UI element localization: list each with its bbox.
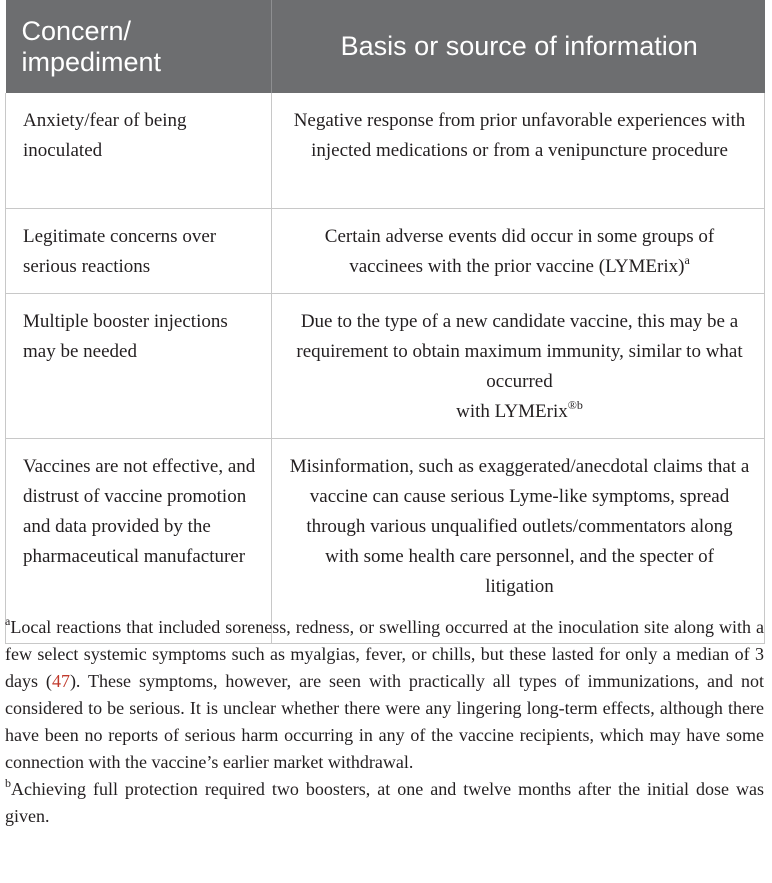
footnote-a-text-end: ). These symptoms, however, are seen with practically all types of immunizations, and not considered to be serious. It is unclear whether there were any lingering long-term effects, although there have been no reports of serious harm occurring in any of the vaccine recipients, which may have some connection with the vaccine’s earlier market withdrawal.: [5, 671, 764, 772]
header-row: [6, 0, 765, 93]
concerns-table-grid: [5, 0, 765, 644]
basis-cell: [272, 294, 765, 439]
basis-text: Due to the type of a new candidate vaccine, this may be a requirement to obtain maximum immunity, similar to what occurred: [296, 311, 743, 392]
basis-cell: Negative response from prior unfavorable experiences with injected medications or from a venipuncture procedure: [272, 93, 765, 209]
footnote-marker: a: [684, 253, 690, 267]
table-body: [6, 93, 765, 644]
footnote-b-text: Achieving full protection required two boosters, at one and twelve months after the initial dose was given.: [5, 779, 764, 826]
footnote-a-marker: a: [5, 614, 11, 628]
basis-text-end: with LYMErix: [456, 401, 568, 422]
concern-cell: Legitimate concerns over serious reactions: [6, 209, 272, 294]
header-basis: Basis or source of information: [272, 0, 765, 93]
concern-cell: Multiple booster injections may be needed: [6, 294, 272, 439]
footnote-a-text: Local reactions that included soreness, redness, or swelling occurred at the inoculation site along with a few select systemic symptoms such as myalgias, fever, or chills, but these lasted for only a median of 3 days (: [5, 617, 764, 691]
reference-link[interactable]: 47: [51, 671, 70, 691]
table-row: [6, 93, 765, 209]
table-header: [6, 0, 765, 93]
table-row: [6, 209, 765, 294]
concern-cell: Anxiety/fear of being inoculated: [6, 93, 272, 209]
basis-cell: [272, 209, 765, 294]
concerns-table: [5, 0, 764, 644]
basis-text: Certain adverse events did occur in some groups of vaccinees with the prior vaccine (LYMErix): [324, 226, 715, 277]
basis-cell: Misinformation, such as exaggerated/anecdotal claims that a vaccine can cause serious Lyme-like symptoms, spread through various unqualified outlets/commentators along with some health care personnel, and the specter of litigation: [272, 439, 765, 644]
footnote-a: [5, 614, 764, 776]
footnote-b: [5, 776, 764, 830]
table-row: [6, 439, 765, 644]
table-footnotes: [5, 614, 764, 830]
concern-cell: Vaccines are not effective, and distrust of vaccine promotion and data provided by the pharmaceutical manufacturer: [6, 439, 272, 644]
footnote-marker: ®b: [567, 398, 583, 412]
header-concern: Concern/ impediment: [6, 0, 272, 93]
footnote-b-marker: b: [5, 776, 11, 790]
table-row: [6, 294, 765, 439]
